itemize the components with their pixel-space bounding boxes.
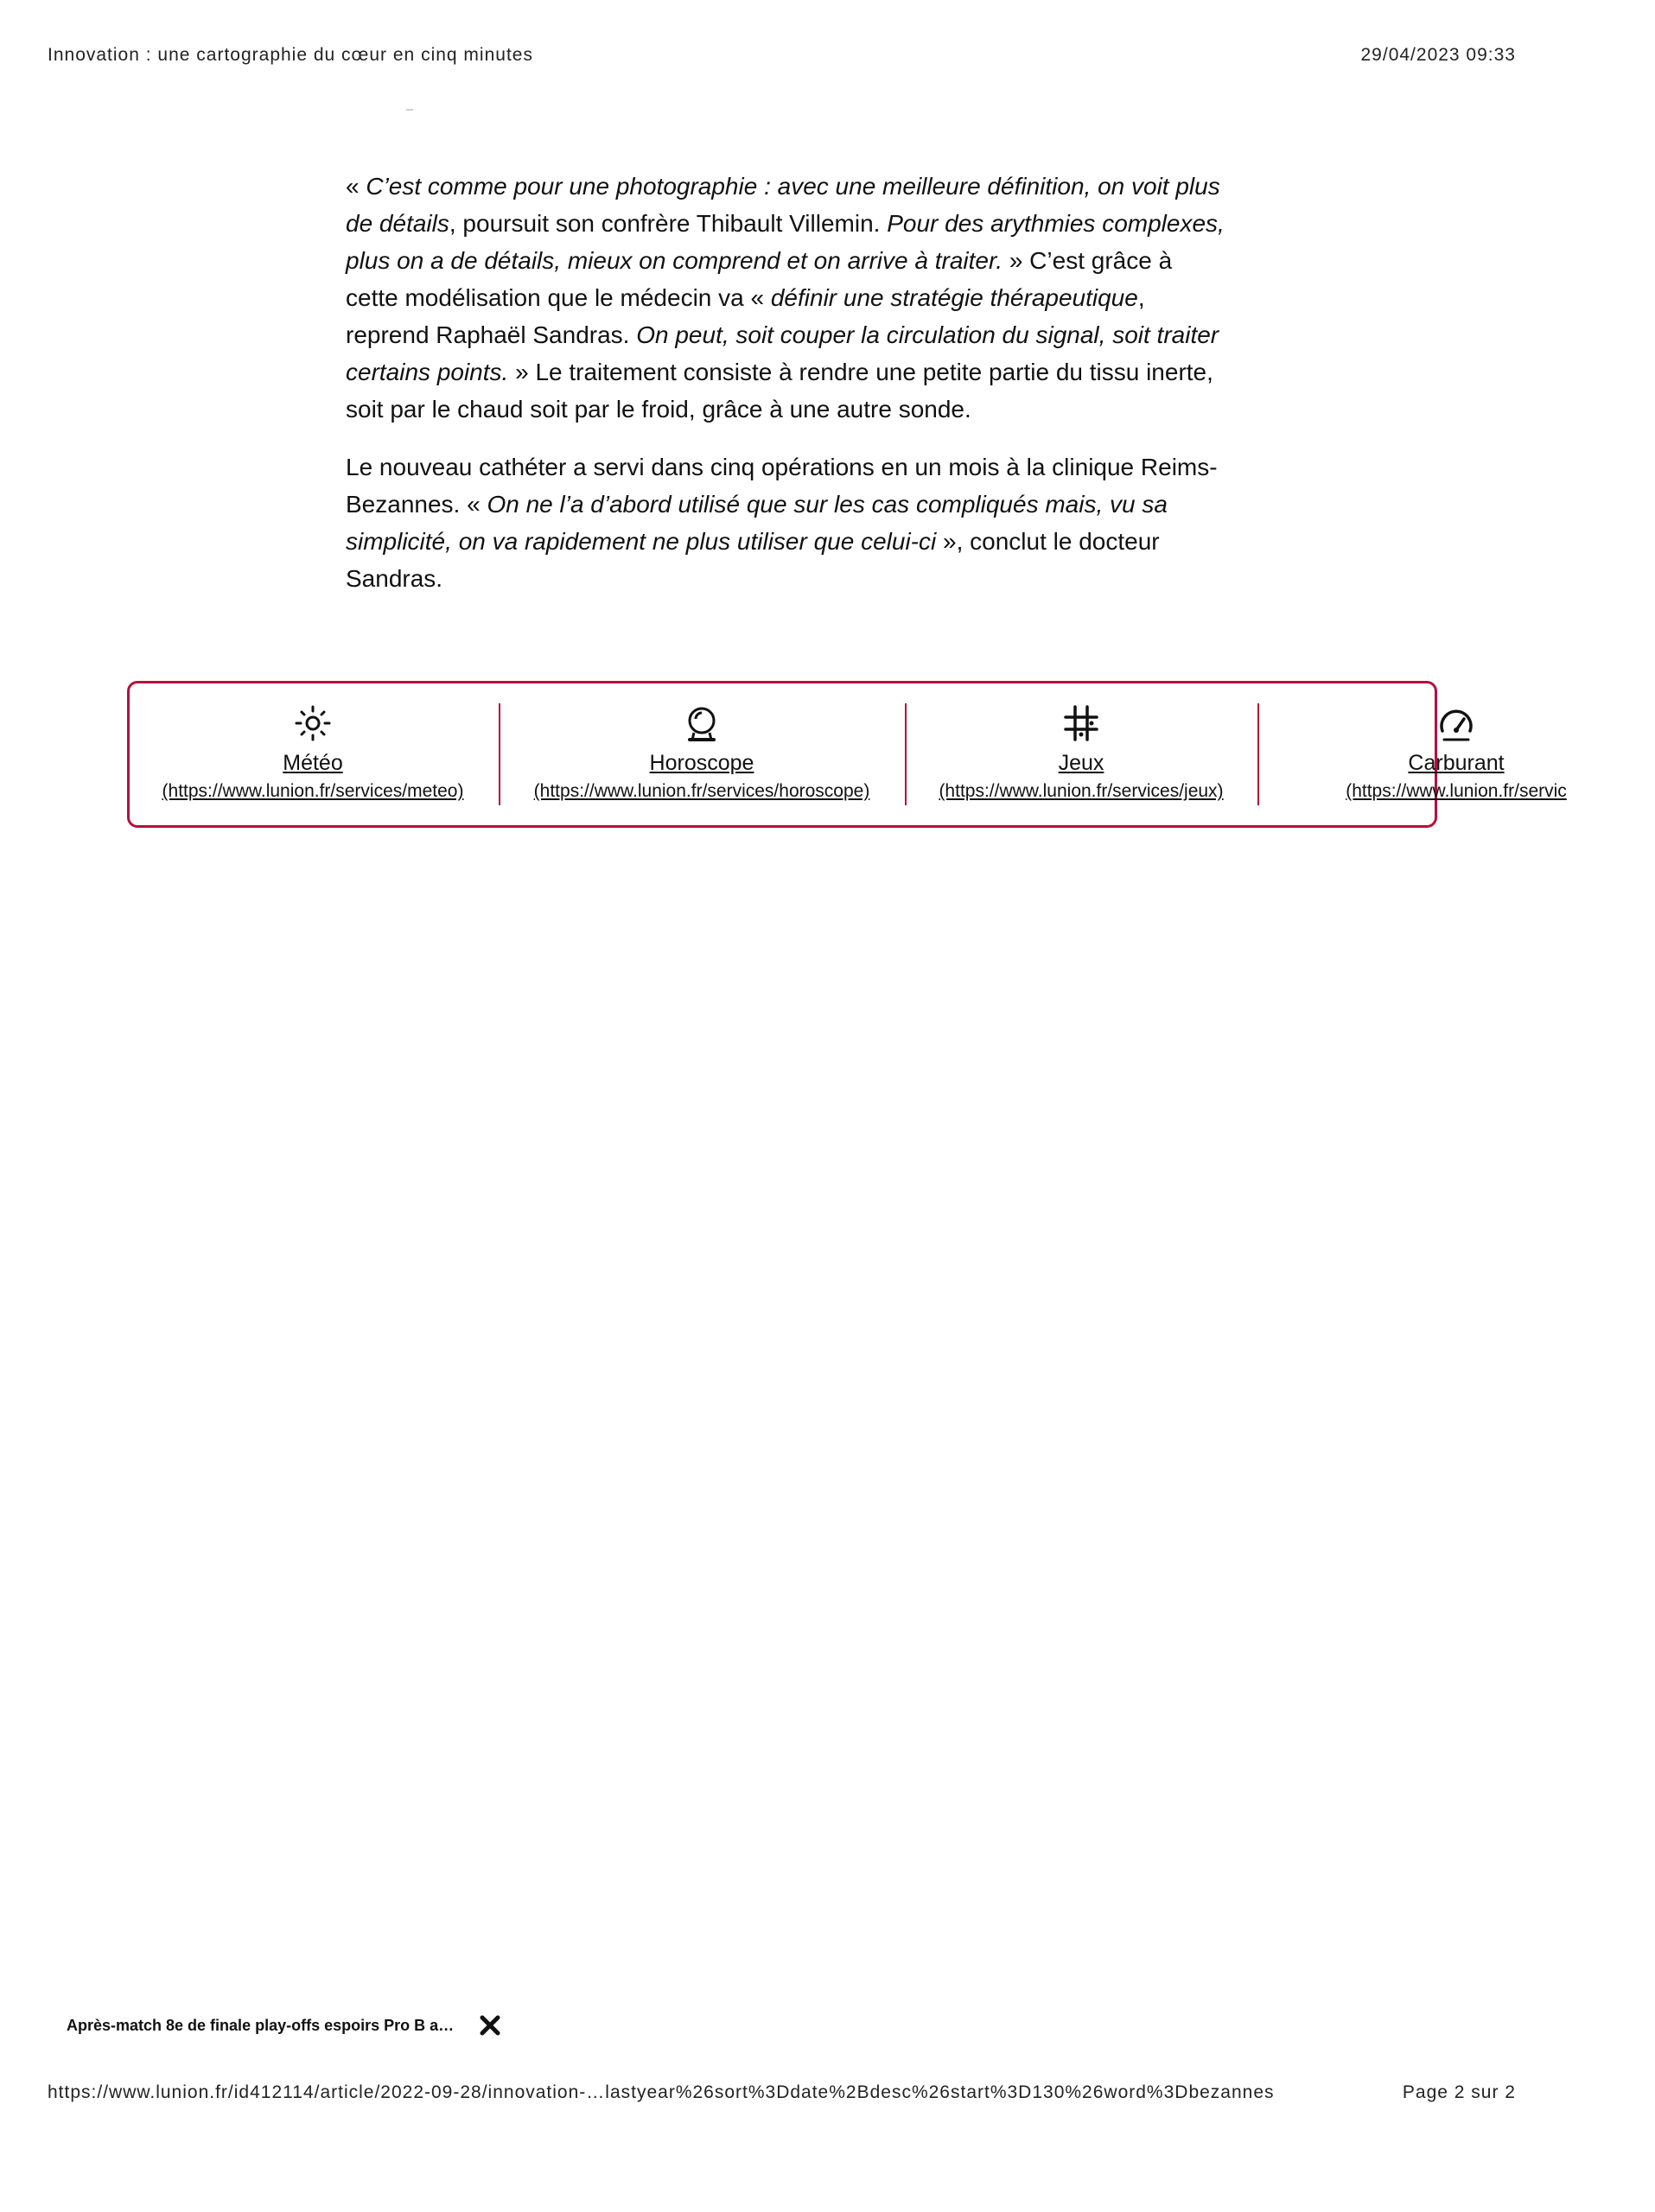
service-horoscope-link[interactable] [499,681,905,828]
fuel-gauge-icon [1435,702,1477,745]
quote-text: On ne l’a d’abord utilisé que sur les cas compliqués mais, vu sa simplicité, on va rapidement ne plus utiliser que celui-ci [346,491,1168,555]
sun-icon [292,702,334,745]
text-run: , reprend Raphaël Sandras. [346,284,1145,348]
service-jeux-link[interactable] [905,681,1257,828]
service-url: (https://www.lunion.fr/servic [1346,781,1567,801]
text-run: », conclut le docteur Sandras. [346,528,1160,592]
sticky-video-title[interactable]: Après-match 8e de finale play-offs espoirs Pro B a… [67,2016,455,2034]
service-label: Horoscope [649,751,754,775]
service-label: Carburant [1408,751,1505,775]
image-remnant-mark [406,109,413,111]
article-paragraph [346,448,1227,597]
crystal-ball-icon [681,702,722,745]
close-icon[interactable] [478,2013,502,2037]
article-paragraph [346,168,1227,428]
article-body [346,168,1227,618]
quote-text: C’est comme pour une photographie : avec une meilleure définition, on voit plus de détails [346,173,1220,237]
service-carburant-link[interactable] [1257,681,1655,828]
text-run: » Le traitement consiste à rendre une petite partie du tissu inerte, soit par le chaud soit par le froid, grâce à une autre sonde. [346,359,1213,423]
services-list [127,681,1567,828]
service-meteo-link[interactable] [127,681,499,828]
service-label: Jeux [1058,751,1104,775]
service-url: (https://www.lunion.fr/services/meteo) [162,781,464,801]
print-header [48,45,1516,66]
page-url: https://www.lunion.fr/id412114/article/2022-09-28/innovation-…lastyear%26sort%3Ddate%2Bdesc%26start%3D130%26word%3Dbezannes [48,2082,1275,2102]
text-run: » C’est grâce à cette modélisation que le médecin va « [346,247,1173,311]
quote-text: Pour des arythmies complexes, plus on a de détails, mieux on comprend et on arrive à traiter. [346,210,1225,274]
service-url: (https://www.lunion.fr/services/horoscope) [533,781,870,801]
page-number: Page 2 sur 2 [1402,2082,1516,2102]
print-datetime: 29/04/2023 09:33 [1360,45,1516,65]
sticky-video-bar [67,2013,502,2037]
quote-text: On peut, soit couper la circulation du signal, soit traiter certains points. [346,321,1219,385]
print-footer [48,2082,1516,2103]
text-run: , poursuit son confrère Thibault Villemin. [449,210,888,237]
service-label: Météo [283,751,343,775]
text-run: Le nouveau cathéter a servi dans cinq opérations en un mois à la clinique Reims-Bezannes. « [346,454,1218,518]
service-url: (https://www.lunion.fr/services/jeux) [939,781,1224,801]
quote-text: définir une stratégie thérapeutique [770,284,1138,311]
text-run: « [346,173,366,200]
page-title: Innovation : une cartographie du cœur en cinq minutes [48,45,533,65]
grid-game-icon [1060,702,1102,745]
